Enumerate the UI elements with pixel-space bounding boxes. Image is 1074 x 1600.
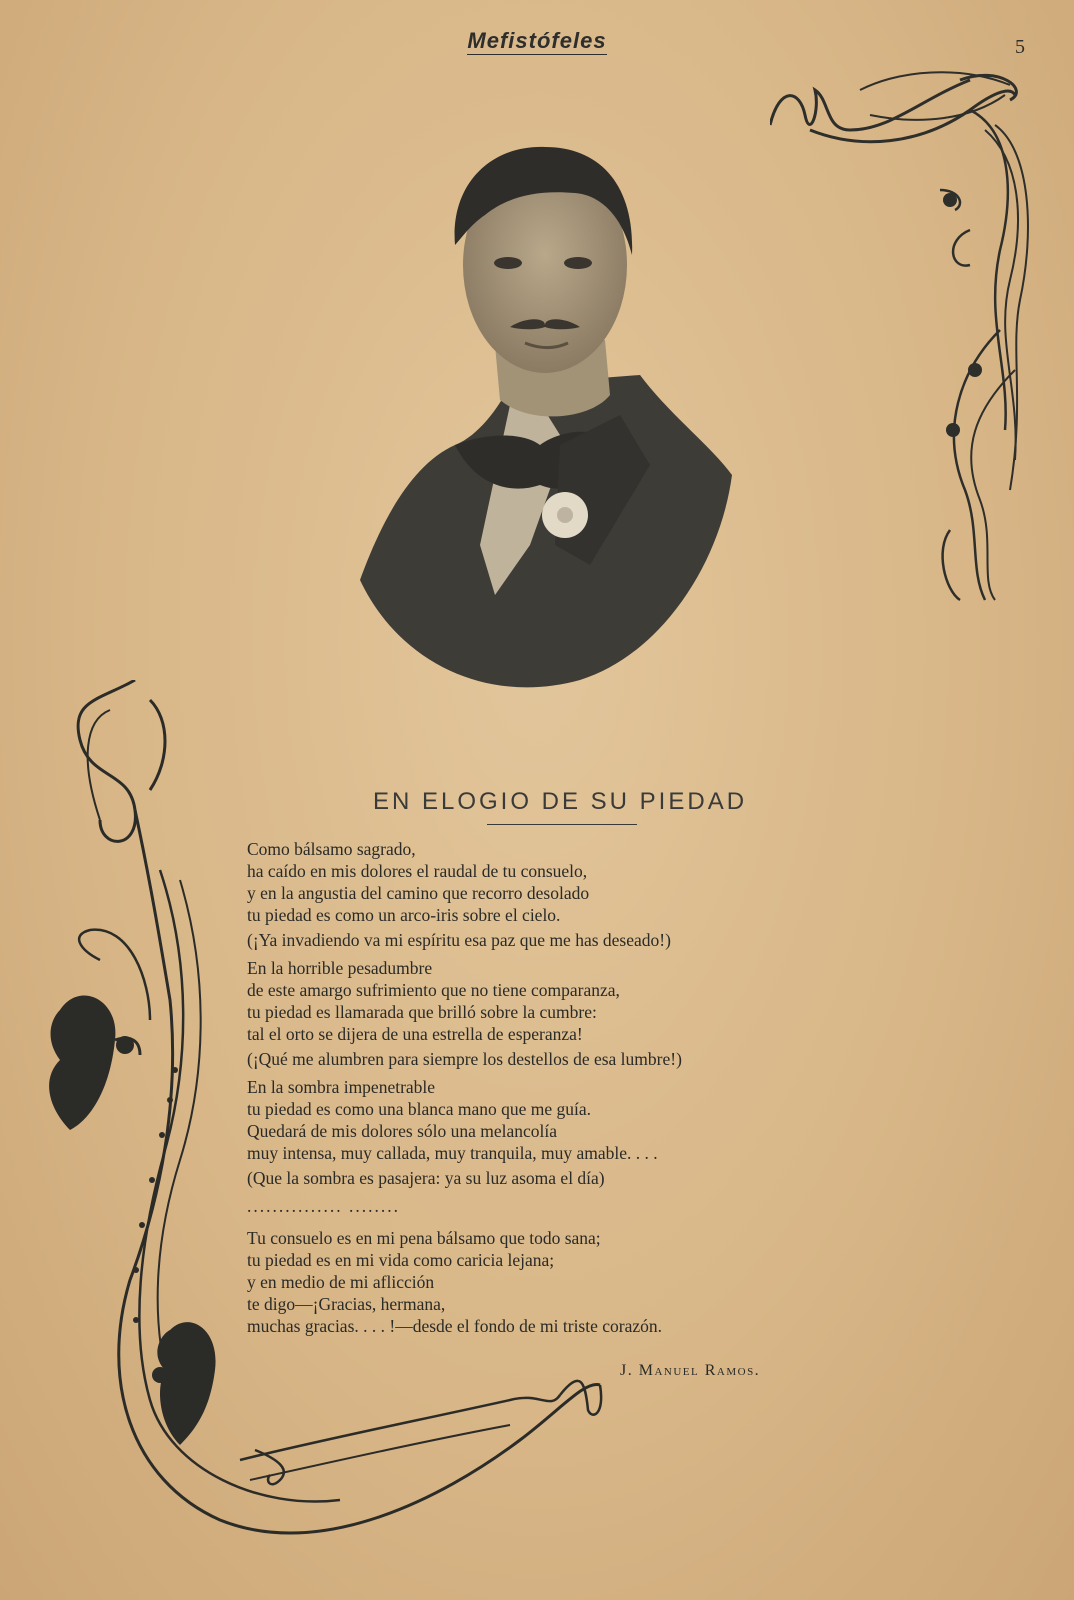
poem-line: muchas gracias. . . . !—desde el fondo de mi triste corazón.: [247, 1316, 663, 1336]
stanza-1: [247, 838, 887, 951]
poem-line: En la sombra impenetrable: [247, 1077, 436, 1097]
page-number: 5: [1015, 36, 1025, 58]
poem-line: de este amargo sufrimiento que no tiene comparanza,: [247, 980, 620, 1000]
top-right-ornament: [770, 70, 1070, 610]
stanza-2: [247, 957, 887, 1070]
author-signature: J. Manuel Ramos.: [620, 1362, 761, 1379]
publication-title: Mefistófeles: [467, 28, 607, 53]
poem-line: Tu consuelo es en mi pena bálsamo que todo sana;: [247, 1228, 601, 1248]
title-divider: [487, 824, 637, 825]
poem-refrain: (¡Ya invadiendo va mi espíritu esa paz que me has deseado!): [247, 930, 671, 950]
poem-line: y en medio de mi aflicción: [247, 1272, 435, 1292]
poem-line: Quedará de mis dolores sólo una melancolía: [247, 1121, 558, 1141]
poem-line: tal el orto se dijera de una estrella de esperanza!: [247, 1024, 583, 1044]
poem-line: y en la angustia del camino que recorro desolado: [247, 883, 590, 903]
poem-line: tu piedad es como una blanca mano que me guía.: [247, 1099, 592, 1119]
poem-line: tu piedad es como un arco-iris sobre el cielo.: [247, 905, 561, 925]
poem-line: muy intensa, muy callada, muy tranquila, muy amable. . . .: [247, 1143, 658, 1163]
poem-line: ha caído en mis dolores el raudal de tu consuelo,: [247, 861, 588, 881]
poem-line: tu piedad es llamarada que brilló sobre la cumbre:: [247, 1002, 597, 1022]
ellipsis-separator: ............... ........: [247, 1196, 400, 1216]
stanza-3: [247, 1076, 887, 1189]
poem-line: te digo—¡Gracias, hermana,: [247, 1294, 446, 1314]
publication-masthead: [0, 28, 1074, 54]
poem-title: EN ELOGIO DE SU PIEDAD: [372, 788, 748, 815]
final-stanza: [247, 1227, 887, 1337]
poem-refrain: (Que la sombra es pasajera: ya su luz asoma el día): [247, 1168, 605, 1188]
portrait-photograph: [360, 145, 732, 700]
poem-refrain: (¡Qué me alumbren para siempre los destellos de esa lumbre!): [247, 1049, 682, 1069]
poem-body: [247, 838, 887, 1337]
poem-line: En la horrible pesadumbre: [247, 958, 433, 978]
poem-line: tu piedad es en mi vida como caricia lejana;: [247, 1250, 555, 1270]
poem-line: Como bálsamo sagrado,: [247, 839, 416, 859]
